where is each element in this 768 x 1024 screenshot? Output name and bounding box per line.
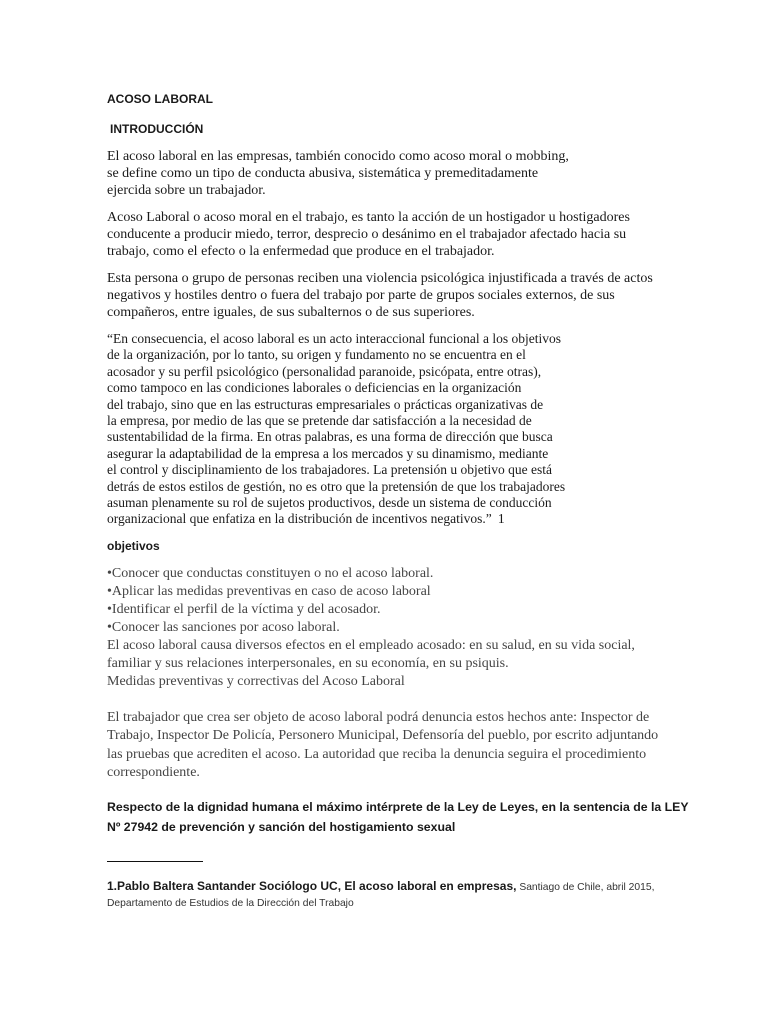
text-line: Acoso Laboral o acoso moral en el trabajo, es tanto la acción de un hostigador u hostigadores: [107, 210, 630, 225]
footnote-author: 1.Pablo Baltera Santander Sociólogo UC, El acoso laboral en empresas,: [107, 878, 517, 893]
section-heading-objetivos: objetivos: [107, 538, 160, 553]
quote-line: organizacional que enfatiza en la distribución de incentivos negativos.”: [107, 511, 492, 527]
text-line: Esta persona o grupo de personas reciben una violencia psicológica injustificada a través de actos: [107, 271, 653, 286]
paragraph-efectos: [107, 637, 667, 691]
paragraph-acoso-moral: [107, 209, 667, 260]
section-heading-introduccion: INTRODUCCIÓN: [110, 122, 204, 136]
text-line: Nº 27942 de prevención y sanción del hostigamiento sexual: [107, 819, 456, 834]
list-item: •Conocer que conductas constituyen o no el acoso laboral.: [107, 565, 434, 581]
objectives-list: [107, 565, 667, 637]
text-line: familiar y sus relaciones interpersonales, en su economía, en su psiquis.: [107, 655, 509, 671]
footnote-reference: 1: [497, 512, 505, 528]
list-item: •Aplicar las medidas preventivas en caso de acoso laboral: [107, 583, 431, 599]
quote-last-line: [107, 511, 667, 528]
text-line: las pruebas que acrediten el acoso. La autoridad que reciba la denuncia seguira el procedimiento: [107, 746, 647, 762]
text-line: ejercida sobre un trabajador.: [107, 183, 266, 198]
quote-line: “En consecuencia, el acoso laboral es un acto interaccional funcional a los objetivos: [107, 331, 561, 346]
text-line: El trabajador que crea ser objeto de acoso laboral podrá denuncia estos hechos ante: Inspector de: [107, 709, 650, 725]
quote-line: acosador y su perfil psicológico (personalidad paranoide, psicópata, entre otras),: [107, 363, 542, 379]
text-line: conducente a producir miedo, terror, desprecio o desánimo en el trabajador afectado hacia su: [107, 227, 627, 242]
text-line: trabajo, como el efecto o la enfermedad que produce en el trabajador.: [107, 244, 495, 259]
quote-line: como tampoco en las condiciones laborales o deficiencias en la organización: [107, 380, 522, 396]
text-line: Trabajo, Inspector De Policía, Personero Municipal, Defensoría del pueblo, por escrito adjuntando: [107, 728, 659, 744]
quote-block: [107, 331, 667, 529]
quote-line: el control y disciplinamiento de los trabajadores. La pretensión u objetivo que está: [107, 462, 552, 478]
footnote-divider: [107, 861, 203, 862]
paragraph-dignidad: [107, 797, 689, 837]
text-line: compañeros, entre iguales, de sus subalternos o de sus superiores.: [107, 305, 475, 320]
text-line: correspondiente.: [107, 765, 200, 781]
paragraph-denuncia: [107, 709, 667, 783]
document-body: [107, 92, 689, 912]
list-item: •Conocer las sanciones por acoso laboral.: [107, 619, 340, 635]
quote-line: detrás de estos estilos de gestión, no es otro que la pretensión de que los trabajadores: [107, 478, 566, 494]
quote-line: del trabajo, sino que en las estructuras empresariales o prácticas organizativas de: [107, 396, 544, 412]
quote-line: asegurar la adaptabilidad de la empresa a los mercados y su dinamismo, mediante: [107, 445, 549, 461]
quote-line: asuman plenamente su rol de sujetos productivos, desde un sistema de conducción: [107, 495, 552, 511]
paragraph-definition: [107, 148, 667, 199]
text-line: El acoso laboral causa diversos efectos en el empleado acosado: en su salud, en su vida social,: [107, 637, 635, 653]
footnote-place-date: Santiago de Chile, abril 2015,: [516, 881, 655, 893]
footnote: [107, 878, 667, 912]
paragraph-violencia: [107, 270, 667, 321]
text-line: se define como un tipo de conducta abusiva, sistemática y premeditadamente: [107, 166, 539, 181]
text-line: El acoso laboral en las empresas, también conocido como acoso moral o mobbing,: [107, 149, 569, 164]
text-line: negativos y hostiles dentro o fuera del trabajo por parte de grupos sociales externos, de sus: [107, 288, 615, 303]
document-title: ACOSO LABORAL: [107, 92, 213, 106]
text-line: Respecto de la dignidad humana el máximo intérprete de la Ley de Leyes, en la sentencia de la LEY: [107, 799, 689, 814]
list-item: •Identificar el perfil de la víctima y del acosador.: [107, 601, 381, 617]
text-line: Medidas preventivas y correctivas del Acoso Laboral: [107, 673, 405, 689]
quote-line: la empresa, por medio de las que se pretende dar satisfacción a la necesidad de: [107, 413, 532, 429]
footnote-department: Departamento de Estudios de la Dirección del Trabajo: [107, 897, 354, 909]
quote-line: sustentabilidad de la firma. En otras palabras, es una forma de dirección que busca: [107, 429, 553, 445]
quote-line: de la organización, por lo tanto, su origen y fundamento no se encuentra en el: [107, 347, 526, 363]
